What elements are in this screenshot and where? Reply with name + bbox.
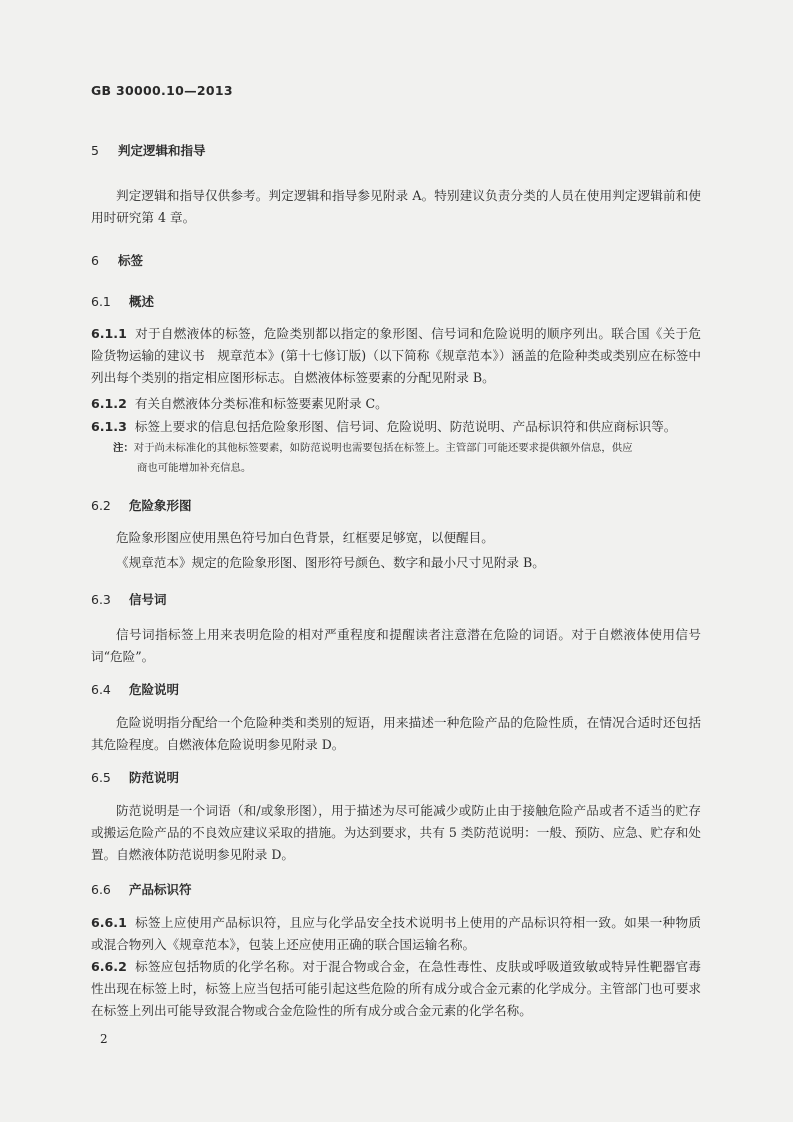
section-title: 概述 xyxy=(129,294,155,309)
section-title: 危险象形图 xyxy=(129,498,192,513)
section-title: 产品标识符 xyxy=(129,882,192,897)
clause-6-1-3 xyxy=(91,416,701,438)
section-number: 6.6 xyxy=(91,882,111,897)
section-number: 6.3 xyxy=(91,592,111,607)
section-title: 危险说明 xyxy=(129,682,180,697)
section-6-6-heading xyxy=(91,880,192,898)
section-6-2-paragraph-1: 危险象形图应使用黑色符号加白色背景，红框要足够宽，以便醒目。 xyxy=(116,530,494,545)
clause-text: 标签上应使用产品标识符，且应与化学品安全技术说明书上使用的产品标识符相一致。如果一种物质或混合物列入《规章范本》，包装上还应使用正确的联合国运输名称。 xyxy=(91,915,701,952)
section-title: 标签 xyxy=(118,253,144,268)
section-6-1-heading xyxy=(91,292,154,310)
section-number: 6 xyxy=(91,253,99,268)
standard-code-header: GB 30000.10—2013 xyxy=(91,83,233,98)
clause-6-6-1 xyxy=(91,912,701,956)
section-number: 6.1 xyxy=(91,294,111,309)
section-6-2-heading xyxy=(91,496,192,514)
clause-number: 6.6.1 xyxy=(91,915,127,930)
note-text-line2: 商也可能增加补充信息。 xyxy=(137,462,252,474)
clause-6-1-2 xyxy=(91,393,701,415)
section-6-3-heading xyxy=(91,590,167,608)
section-6-5-heading xyxy=(91,768,179,786)
clause-text: 有关自燃液体分类标准和标签要素见附录 C。 xyxy=(134,396,388,411)
section-5-paragraph: 判定逻辑和指导仅供参考。判定逻辑和指导参见附录 A。特别建议负责分类的人员在使用判定逻辑前和使用时研究第 4 章。 xyxy=(91,188,701,225)
section-6-4-heading xyxy=(91,680,179,698)
clause-text: 对于自燃液体的标签，危险类别都以指定的象形图、信号词和危险说明的顺序列出。联合国《关于危险货物运输的建议书 规章范本》(第十七修订版)（以下简称《规章范本》）涵盖的危险种类或类别应在标签中列出每个类别的指定相应图形标志。自燃液体标签要素的分配见附录 B。 xyxy=(91,326,701,385)
section-number: 6.5 xyxy=(91,770,111,785)
clause-number: 6.1.1 xyxy=(91,326,127,341)
note-text-line1: 对于尚未标准化的其他标签要素，如防范说明也需要包括在标签上。主管部门可能还要求提供额外信息，供应 xyxy=(133,442,633,454)
clause-number: 6.1.3 xyxy=(91,419,127,434)
section-number: 6.2 xyxy=(91,498,111,513)
note xyxy=(113,438,703,478)
page-number: 2 xyxy=(100,1032,108,1046)
clause-6-1-1 xyxy=(91,323,701,389)
clause-text: 标签上要求的信息包括危险象形图、信号词、危险说明、防范说明、产品标识符和供应商标识等。 xyxy=(134,419,677,434)
section-5-heading xyxy=(91,141,206,159)
section-6-heading xyxy=(91,251,143,269)
note-label: 注： xyxy=(113,442,134,454)
section-6-5-paragraph: 防范说明是一个词语（和/或象形图），用于描述为尽可能减少或防止由于接触危险产品或者不适当的贮存或搬运危险产品的不良效应建议采取的措施。为达到要求，共有 5 类防范说明：一般、预防、应急、贮存和处置。自燃液体防范说明参见附录 D。 xyxy=(91,803,701,862)
clause-number: 6.1.2 xyxy=(91,396,127,411)
clause-6-6-2 xyxy=(91,956,701,1022)
section-number: 5 xyxy=(91,143,99,158)
section-6-3-paragraph: 信号词指标签上用来表明危险的相对严重程度和提醒读者注意潜在危险的词语。对于自燃液体使用信号词“危险”。 xyxy=(91,627,701,664)
section-title: 信号词 xyxy=(129,592,167,607)
clause-text: 标签应包括物质的化学名称。对于混合物或合金，在急性毒性、皮肤或呼吸道致敏或特异性靶器官毒性出现在标签上时，标签上应当包括可能引起这些危险的所有成分或合金元素的化学成分。主管部门也可要求在标签上列出可能导致混合物或合金危险性的所有成分或合金元素的化学名称。 xyxy=(91,959,701,1018)
section-6-4-paragraph: 危险说明指分配给一个危险种类和类别的短语，用来描述一种危险产品的危险性质，在情况合适时还包括其危险程度。自燃液体危险说明参见附录 D。 xyxy=(91,715,701,752)
section-title: 防范说明 xyxy=(129,770,180,785)
section-number: 6.4 xyxy=(91,682,111,697)
section-6-2-paragraph-2: 《规章范本》规定的危险象形图、图形符号颜色、数字和最小尺寸见附录 B。 xyxy=(116,555,545,570)
clause-number: 6.6.2 xyxy=(91,959,127,974)
section-title: 判定逻辑和指导 xyxy=(118,143,206,158)
